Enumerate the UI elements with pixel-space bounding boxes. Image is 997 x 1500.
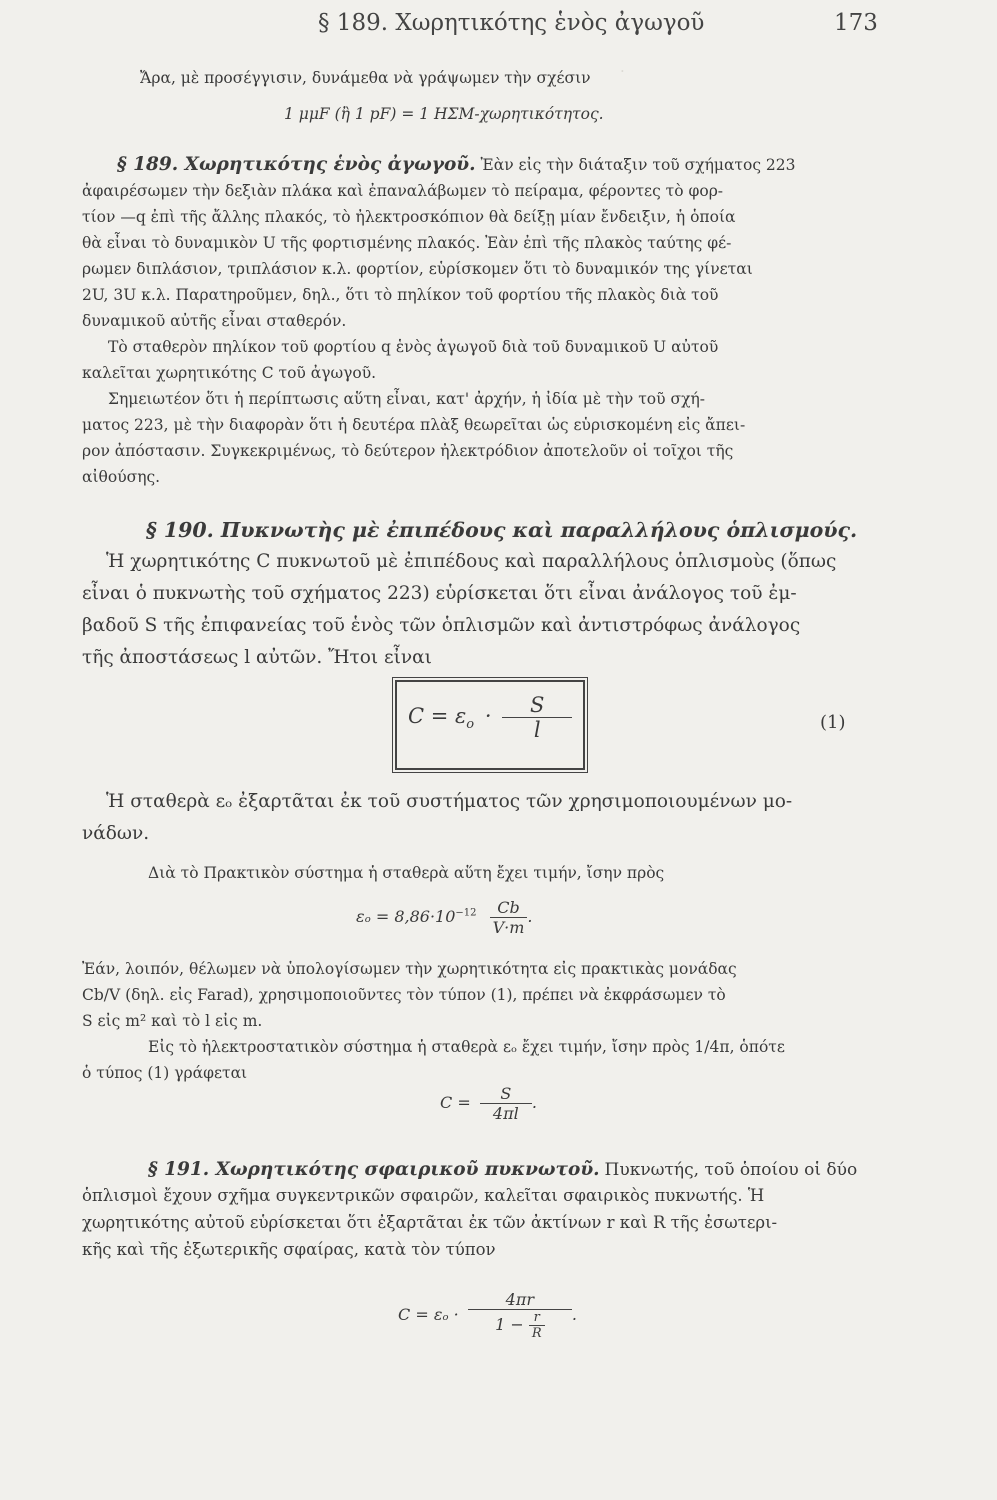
sec190-line: εἶναι ὁ πυκνωτὴς τοῦ σχήματος 223) εὑρίσκεται ὅτι εἶναι ἀνάλογος τοῦ ἐμ- xyxy=(82,583,797,604)
bleed-through-text: · xyxy=(620,62,625,80)
sec190-line: τῆς ἀποστάσεως l αὐτῶν. Ἤτοι εἶναι xyxy=(82,647,432,668)
sec189-line: δυναμικοῦ αὐτῆς εἶναι σταθερόν. xyxy=(82,312,347,330)
practical-system-line: Διὰ τὸ Πρακτικὸν σύστημα ἡ σταθερὰ αὕτη ἔχει τιμήν, ἴσην πρὸς xyxy=(148,864,665,882)
formula-3: C = $\frac{S}{4\pi l}$ . xyxy=(440,1084,537,1123)
units-line: Ἐάν, λοιπόν, θέλωμεν νὰ ὑπολογίσωμεν τὴν χωρητικότητα εἰς πρακτικὰς μονάδας xyxy=(82,960,737,978)
units-line: S εἰς m² καὶ τὸ l εἰς m. xyxy=(82,1012,263,1030)
units-line: Εἰς τὸ ἠλεκτροστατικὸν σύστημα ἡ σταθερὰ εₒ ἔχει τιμήν, ἴσην πρὸς 1/4π, ὁπότε xyxy=(148,1038,785,1056)
sec189-line: 2U, 3U κ.λ. Παρατηροῦμεν, δηλ., ὅτι τὸ πηλίκον τοῦ φορτίου τῆς πλακὸς διὰ τοῦ xyxy=(82,286,719,304)
sec189-line: αἰθούσης. xyxy=(82,468,161,486)
sec189-heading: § 189. Χωρητικότης ἑνὸς ἀγωγοῦ. xyxy=(117,154,476,175)
sec189-line: ρον ἀπόστασιν. Συγκεκριμένως, τὸ δεύτερον ἠλεκτρόδιον ἀποτελοῦν οἱ τοῖχοι τῆς xyxy=(82,442,734,460)
formula-1-fraction: $\frac{S}{l}$ xyxy=(502,693,572,742)
running-header: § 189. Χωρητικότης ἑνὸς ἀγωγοῦ xyxy=(318,10,705,36)
sec189-line: ρωμεν διπλάσιον, τριπλάσιον κ.λ. φορτίον, εὑρίσκομεν ὅτι τὸ δυναμικόν της γίνεται xyxy=(82,260,753,278)
formula-2-fraction: $\frac{Cb}{V\cdot m}$ xyxy=(490,898,528,937)
sec190-heading: § 190. Πυκνωτὴς μὲ ἐπιπέδους καὶ παραλλήλους ὁπλισμούς. xyxy=(146,518,858,542)
sec190-after-line: Ἡ σταθερὰ εₒ ἐξαρτᾶται ἐκ τοῦ συστήματος τῶν χρησιμοποιουμένων μο- xyxy=(106,791,793,812)
formula-4-fraction: 4πr 1 − $\frac{r}{R}$ xyxy=(468,1290,572,1341)
sec191-first-line xyxy=(148,1159,857,1181)
sec190-line: βαδοῦ S τῆς ἐπιφανείας τοῦ ἑνὸς τῶν ὁπλισμῶν καὶ ἀντιστρόφως ἀνάλογος xyxy=(82,615,801,636)
sec189-line: Τὸ σταθερὸν πηλίκον τοῦ φορτίου q ἑνὸς ἀγωγοῦ διὰ τοῦ δυναμικοῦ U αὐτοῦ xyxy=(108,338,719,356)
formula-3-fraction: $\frac{S}{4\pi l}$ xyxy=(480,1084,532,1123)
sec189-line: ἀφαιρέσωμεν τὴν δεξιὰν πλάκα καὶ ἐπαναλάβωμεν τὸ πείραμα, φέροντες τὸ φορ- xyxy=(82,182,724,200)
sec189-line: ματος 223, μὲ τὴν διαφορὰν ὅτι ἡ δευτέρα πλὰξ θεωρεῖται ὡς εὑρισκομένη εἰς ἄπει- xyxy=(82,416,746,434)
intro-line: Ἄρα, μὲ προσέγγισιν, δυνάμεθα νὰ γράψωμεν τὴν σχέσιν xyxy=(140,69,591,87)
equation-number: (1) xyxy=(820,712,846,733)
formula-4: C = εₒ · 4πr 1 − $\frac{r}{R}$ . xyxy=(398,1290,577,1341)
sec189-line: τίον —q ἐπὶ τῆς ἄλλης πλακός, τὸ ἠλεκτροσκόπιον θὰ δείξῃ μίαν ἔνδειξιν, ἡ ὁποία xyxy=(82,208,736,226)
units-line: ὁ τύπος (1) γράφεται xyxy=(82,1064,248,1082)
page-number: 173 xyxy=(834,10,878,36)
formula-1: $C = \varepsilon_o$ · $\frac{S}{l}$ xyxy=(408,693,572,742)
sec189-first-line xyxy=(117,154,796,176)
sec189-line: καλεῖται χωρητικότης C τοῦ ἀγωγοῦ. xyxy=(82,364,377,382)
sec190-line: Ἡ χωρητικότης C πυκνωτοῦ μὲ ἐπιπέδους καὶ παραλλήλους ὁπλισμοὺς (ὅπως xyxy=(106,551,837,572)
sec191-line: κῆς καὶ τῆς ἐξωτερικῆς σφαίρας, κατὰ τὸν τύπον xyxy=(82,1240,496,1259)
formula-4-inner-fraction: $\frac{r}{R}$ xyxy=(529,1310,545,1341)
intro-relation: 1 μμF (ἢ 1 pF) = 1 ΗΣΜ-χωρητικότητος. xyxy=(284,105,604,123)
sec189-line: Σημειωτέον ὅτι ἡ περίπτωσις αὕτη εἶναι, κατ' ἀρχήν, ἡ ἰδία μὲ τὴν τοῦ σχή- xyxy=(108,390,705,408)
units-line: Cb/V (δηλ. εἰς Farad), χρησιμοποιοῦντες τὸν τύπον (1), πρέπει νὰ ἐκφράσωμεν τὸ xyxy=(82,986,726,1004)
formula-2: $\varepsilon_o = 8,86\cdot 10^{-12}$ $\frac{Cb}{V\cdot m}$ . xyxy=(356,898,533,937)
sec189-line: θὰ εἶναι τὸ δυναμικὸν U τῆς φορτισμένης πλακός. Ἐὰν ἐπὶ τῆς πλακὸς ταύτης φέ- xyxy=(82,234,732,252)
sec190-after-line: νάδων. xyxy=(82,823,150,844)
sec191-heading: § 191. Χωρητικότης σφαιρικοῦ πυκνωτοῦ. xyxy=(148,1159,600,1180)
sec191-line: ὁπλισμοὶ ἔχουν σχῆμα συγκεντρικῶν σφαιρῶν, καλεῖται σφαιρικὸς πυκνωτής. Ἡ xyxy=(82,1186,765,1205)
sec191-line: Πυκνωτής, τοῦ ὁποίου οἱ δύο xyxy=(604,1160,858,1180)
sec191-line: χωρητικότης αὐτοῦ εὑρίσκεται ὅτι ἐξαρτᾶται ἐκ τῶν ἀκτίνων r καὶ R τῆς ἐσωτερι- xyxy=(82,1213,778,1232)
sec189-line: Ἐὰν εἰς τὴν διάταξιν τοῦ σχήματος 223 xyxy=(480,156,796,174)
